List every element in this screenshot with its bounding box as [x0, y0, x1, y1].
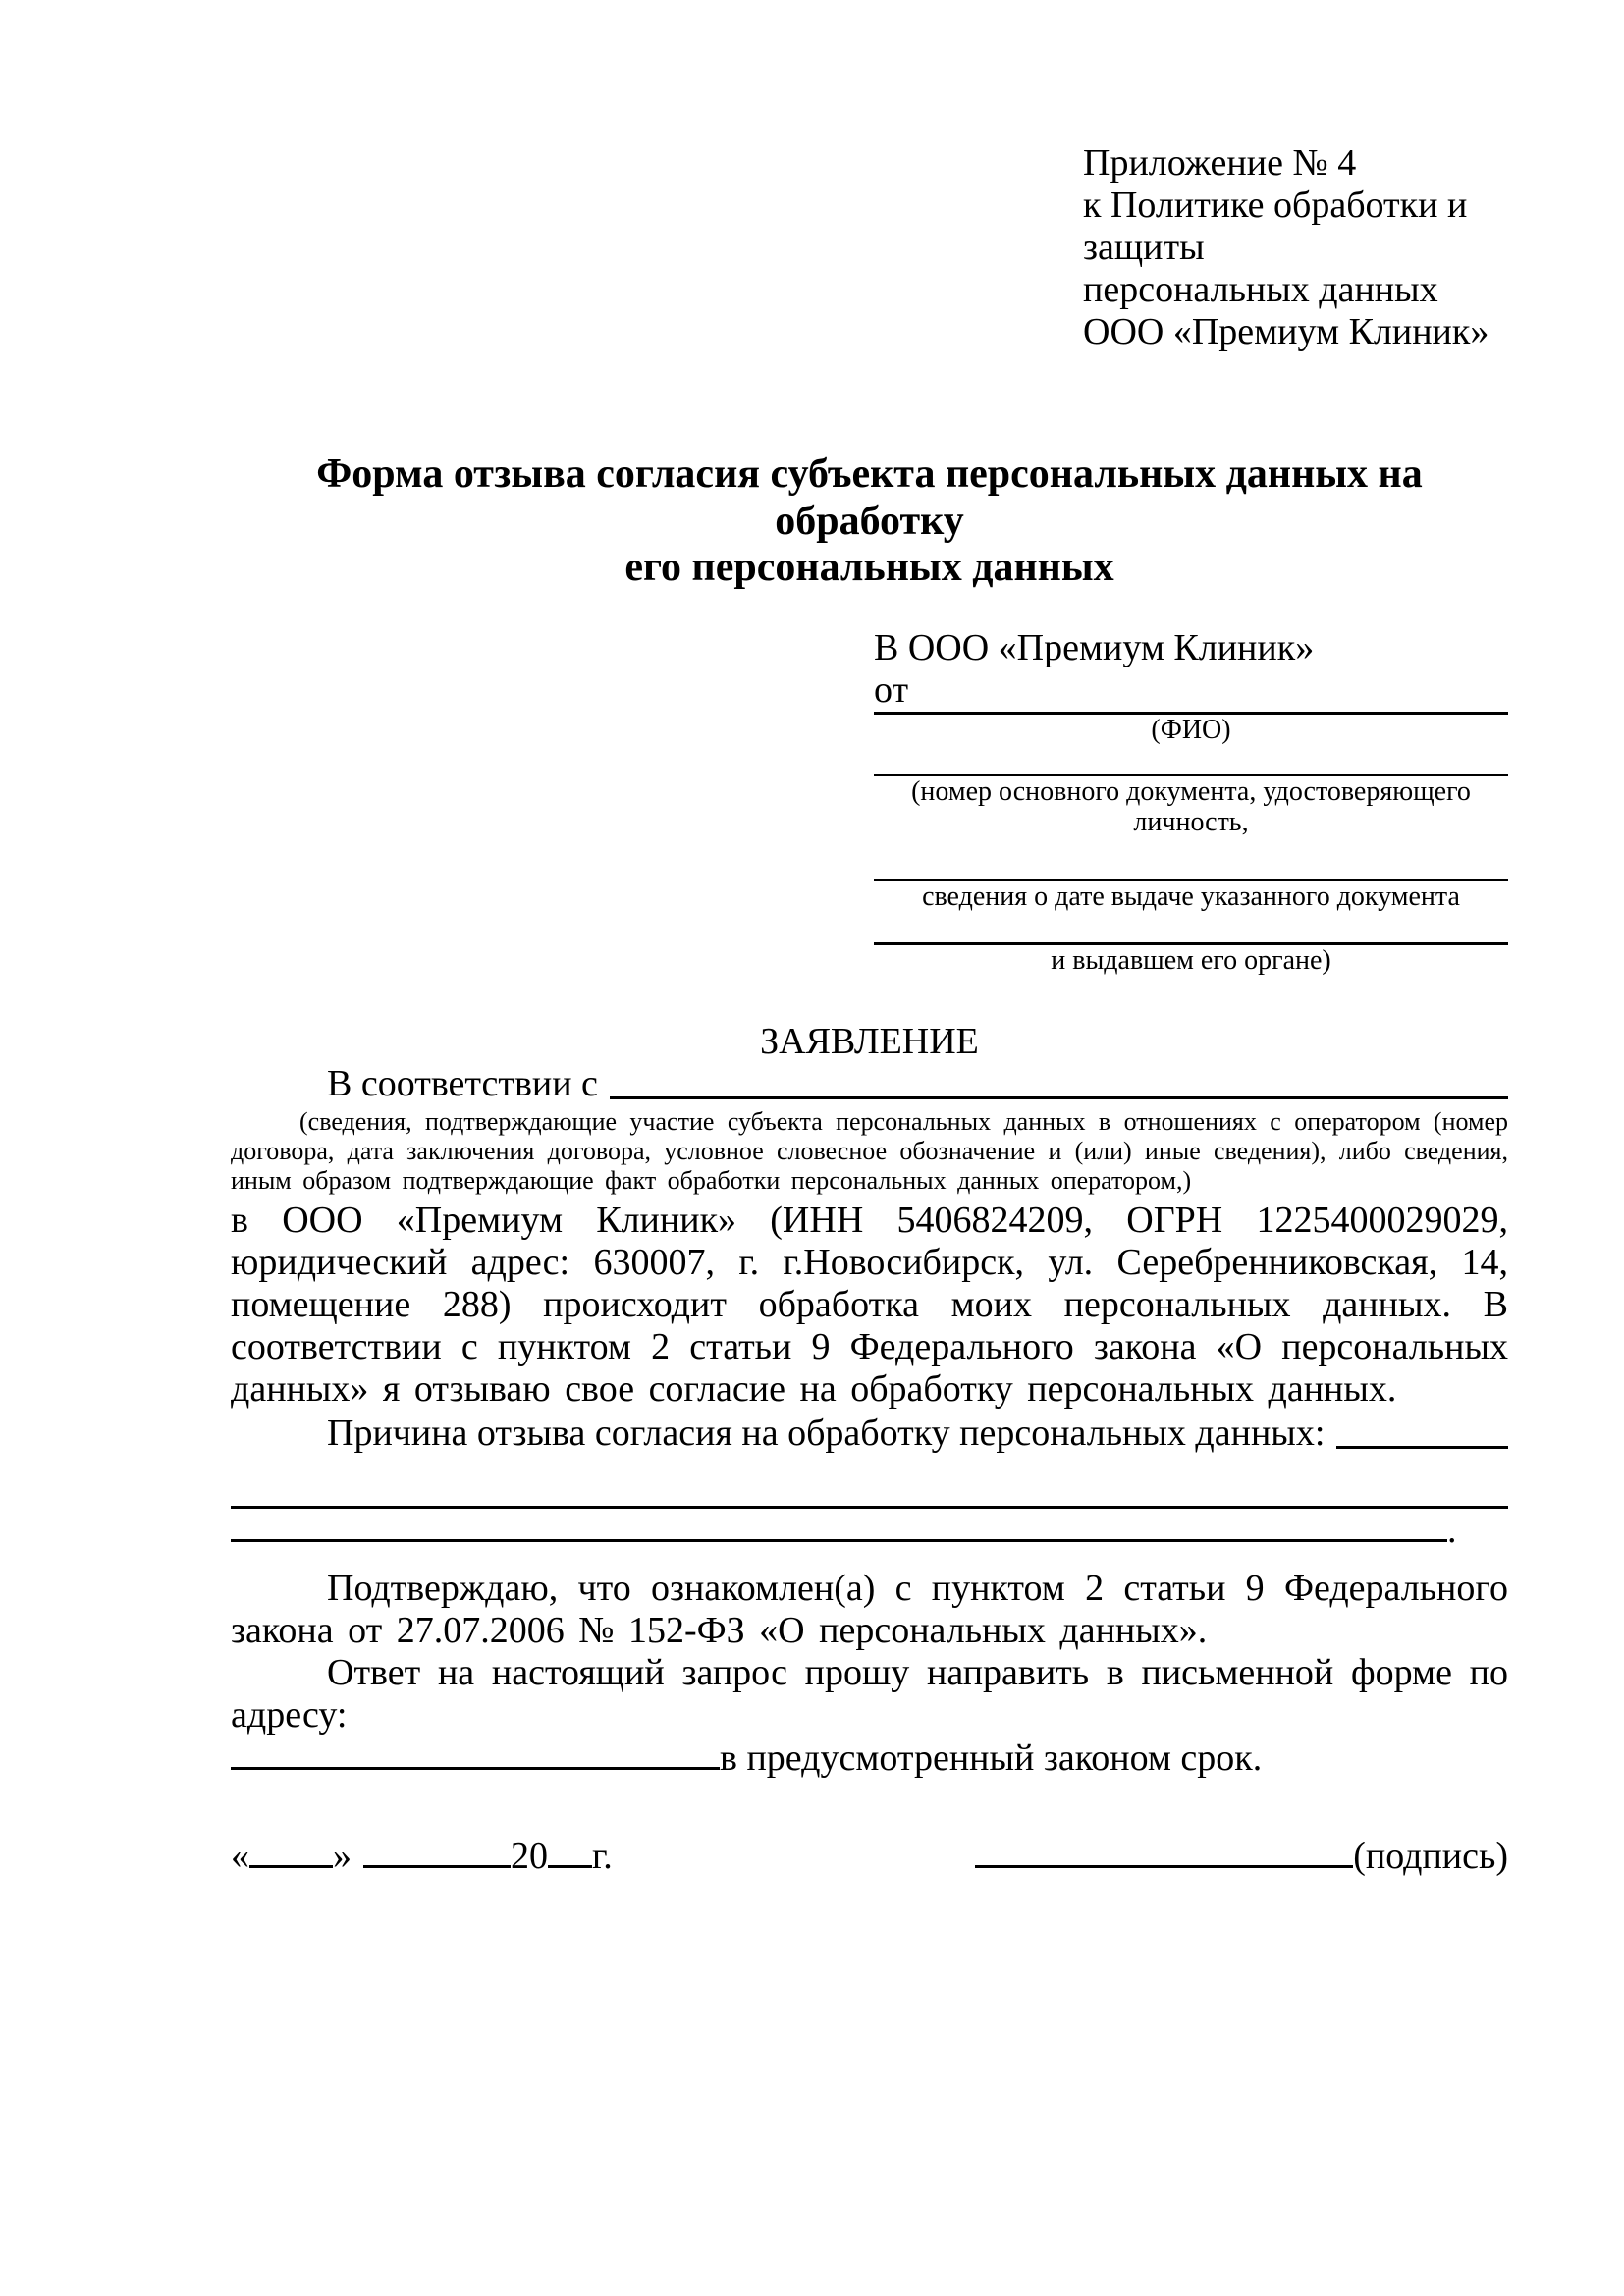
issue-date-caption: сведения о дате выдаче указанного документа: [922, 881, 1460, 913]
confirmation-paragraph: Подтверждаю, что ознакомлен(а) с пунктом 2 статьи 9 Федерального закона от 27.07.2006 № 152-ФЗ «О персональных данных».: [231, 1567, 1508, 1651]
quote-open: «: [231, 1835, 249, 1877]
reason-blank-line-2: [231, 1455, 1508, 1509]
reply-tail-text: в предусмотренный законом срок.: [720, 1736, 1263, 1779]
accordance-row: [231, 1063, 1508, 1105]
reason-label: Причина отзыва согласия на обработку персональных данных:: [327, 1413, 1326, 1455]
reason-row: [231, 1413, 1508, 1455]
operator-paragraph: в ООО «Премиум Клиник» (ИНН 5406824209, ОГРН 1225400029029, юридический адрес: 630007, г. г.Новосибирск, ул. Серебренниковская, 14, помещение 288) происходит обработка моих персональных данных. В соответствии с пунктом 2 статьи 9 Федерального закона «О персональных данных» я отзываю свое согласие на обработку персональных данных.: [231, 1200, 1508, 1411]
quote-close: »: [333, 1835, 352, 1877]
year-blank-line: [548, 1835, 592, 1868]
addressee-block: [874, 627, 1508, 976]
fio-caption: (ФИО): [1151, 715, 1231, 746]
reason-blank-line-3: [231, 1509, 1447, 1542]
year-suffix: г.: [592, 1835, 613, 1877]
accordance-blank-line: [610, 1063, 1508, 1099]
issuing-authority-caption: и выдавшем его органе): [1051, 944, 1331, 976]
signature-group: [975, 1835, 1508, 1878]
statement-heading: ЗАЯВЛЕНИЕ: [760, 1020, 979, 1062]
sentence-period: .: [1447, 1509, 1457, 1551]
document-title-line-2: его персональных данных: [624, 545, 1114, 591]
appendix-line-3: персональных данных: [1083, 268, 1438, 310]
reason-blank-line: [1336, 1413, 1508, 1449]
reply-request-paragraph: Ответ на настоящий запрос прошу направить в письменной форме по адресу:: [231, 1651, 1508, 1735]
appendix-line-4: ООО «Премиум Клиник»: [1083, 310, 1489, 352]
footer-row: [231, 1835, 1508, 1878]
from-label: от: [874, 669, 909, 712]
document-title-line-1: Форма отзыва согласия субъекта персональных данных на обработку: [316, 451, 1423, 544]
document-title: [231, 452, 1508, 593]
reason-blank-line-3-row: [231, 1509, 1508, 1552]
appendix-note: [1083, 142, 1508, 353]
signature-blank-line: [975, 1835, 1353, 1868]
month-blank-line: [363, 1835, 511, 1868]
addressee-organization: В ООО «Премиум Клиник»: [874, 627, 1315, 669]
century-prefix: 20: [511, 1835, 548, 1877]
appendix-line-2: к Политике обработки и защиты: [1083, 184, 1468, 268]
reply-address-row: [231, 1736, 1508, 1780]
day-blank-line: [249, 1835, 333, 1868]
date-group: [231, 1835, 613, 1878]
accordance-fineprint: (сведения, подтверждающие участие субъекта персональных данных в отношениях с оператором (номер договора, дата заключения договора, условное словесное обозначение и (или) иные сведения), либо сведения, иным образом подтверждающие факт обработки персональных данных оператором,): [231, 1106, 1508, 1196]
document-number-caption: (номер основного документа, удостоверяющего личность,: [911, 775, 1471, 837]
address-blank-line: [231, 1736, 720, 1770]
accordance-label: В соответствии с: [327, 1062, 598, 1104]
appendix-line-1: Приложение № 4: [1083, 142, 1357, 184]
signature-caption: (подпись): [1353, 1835, 1508, 1877]
